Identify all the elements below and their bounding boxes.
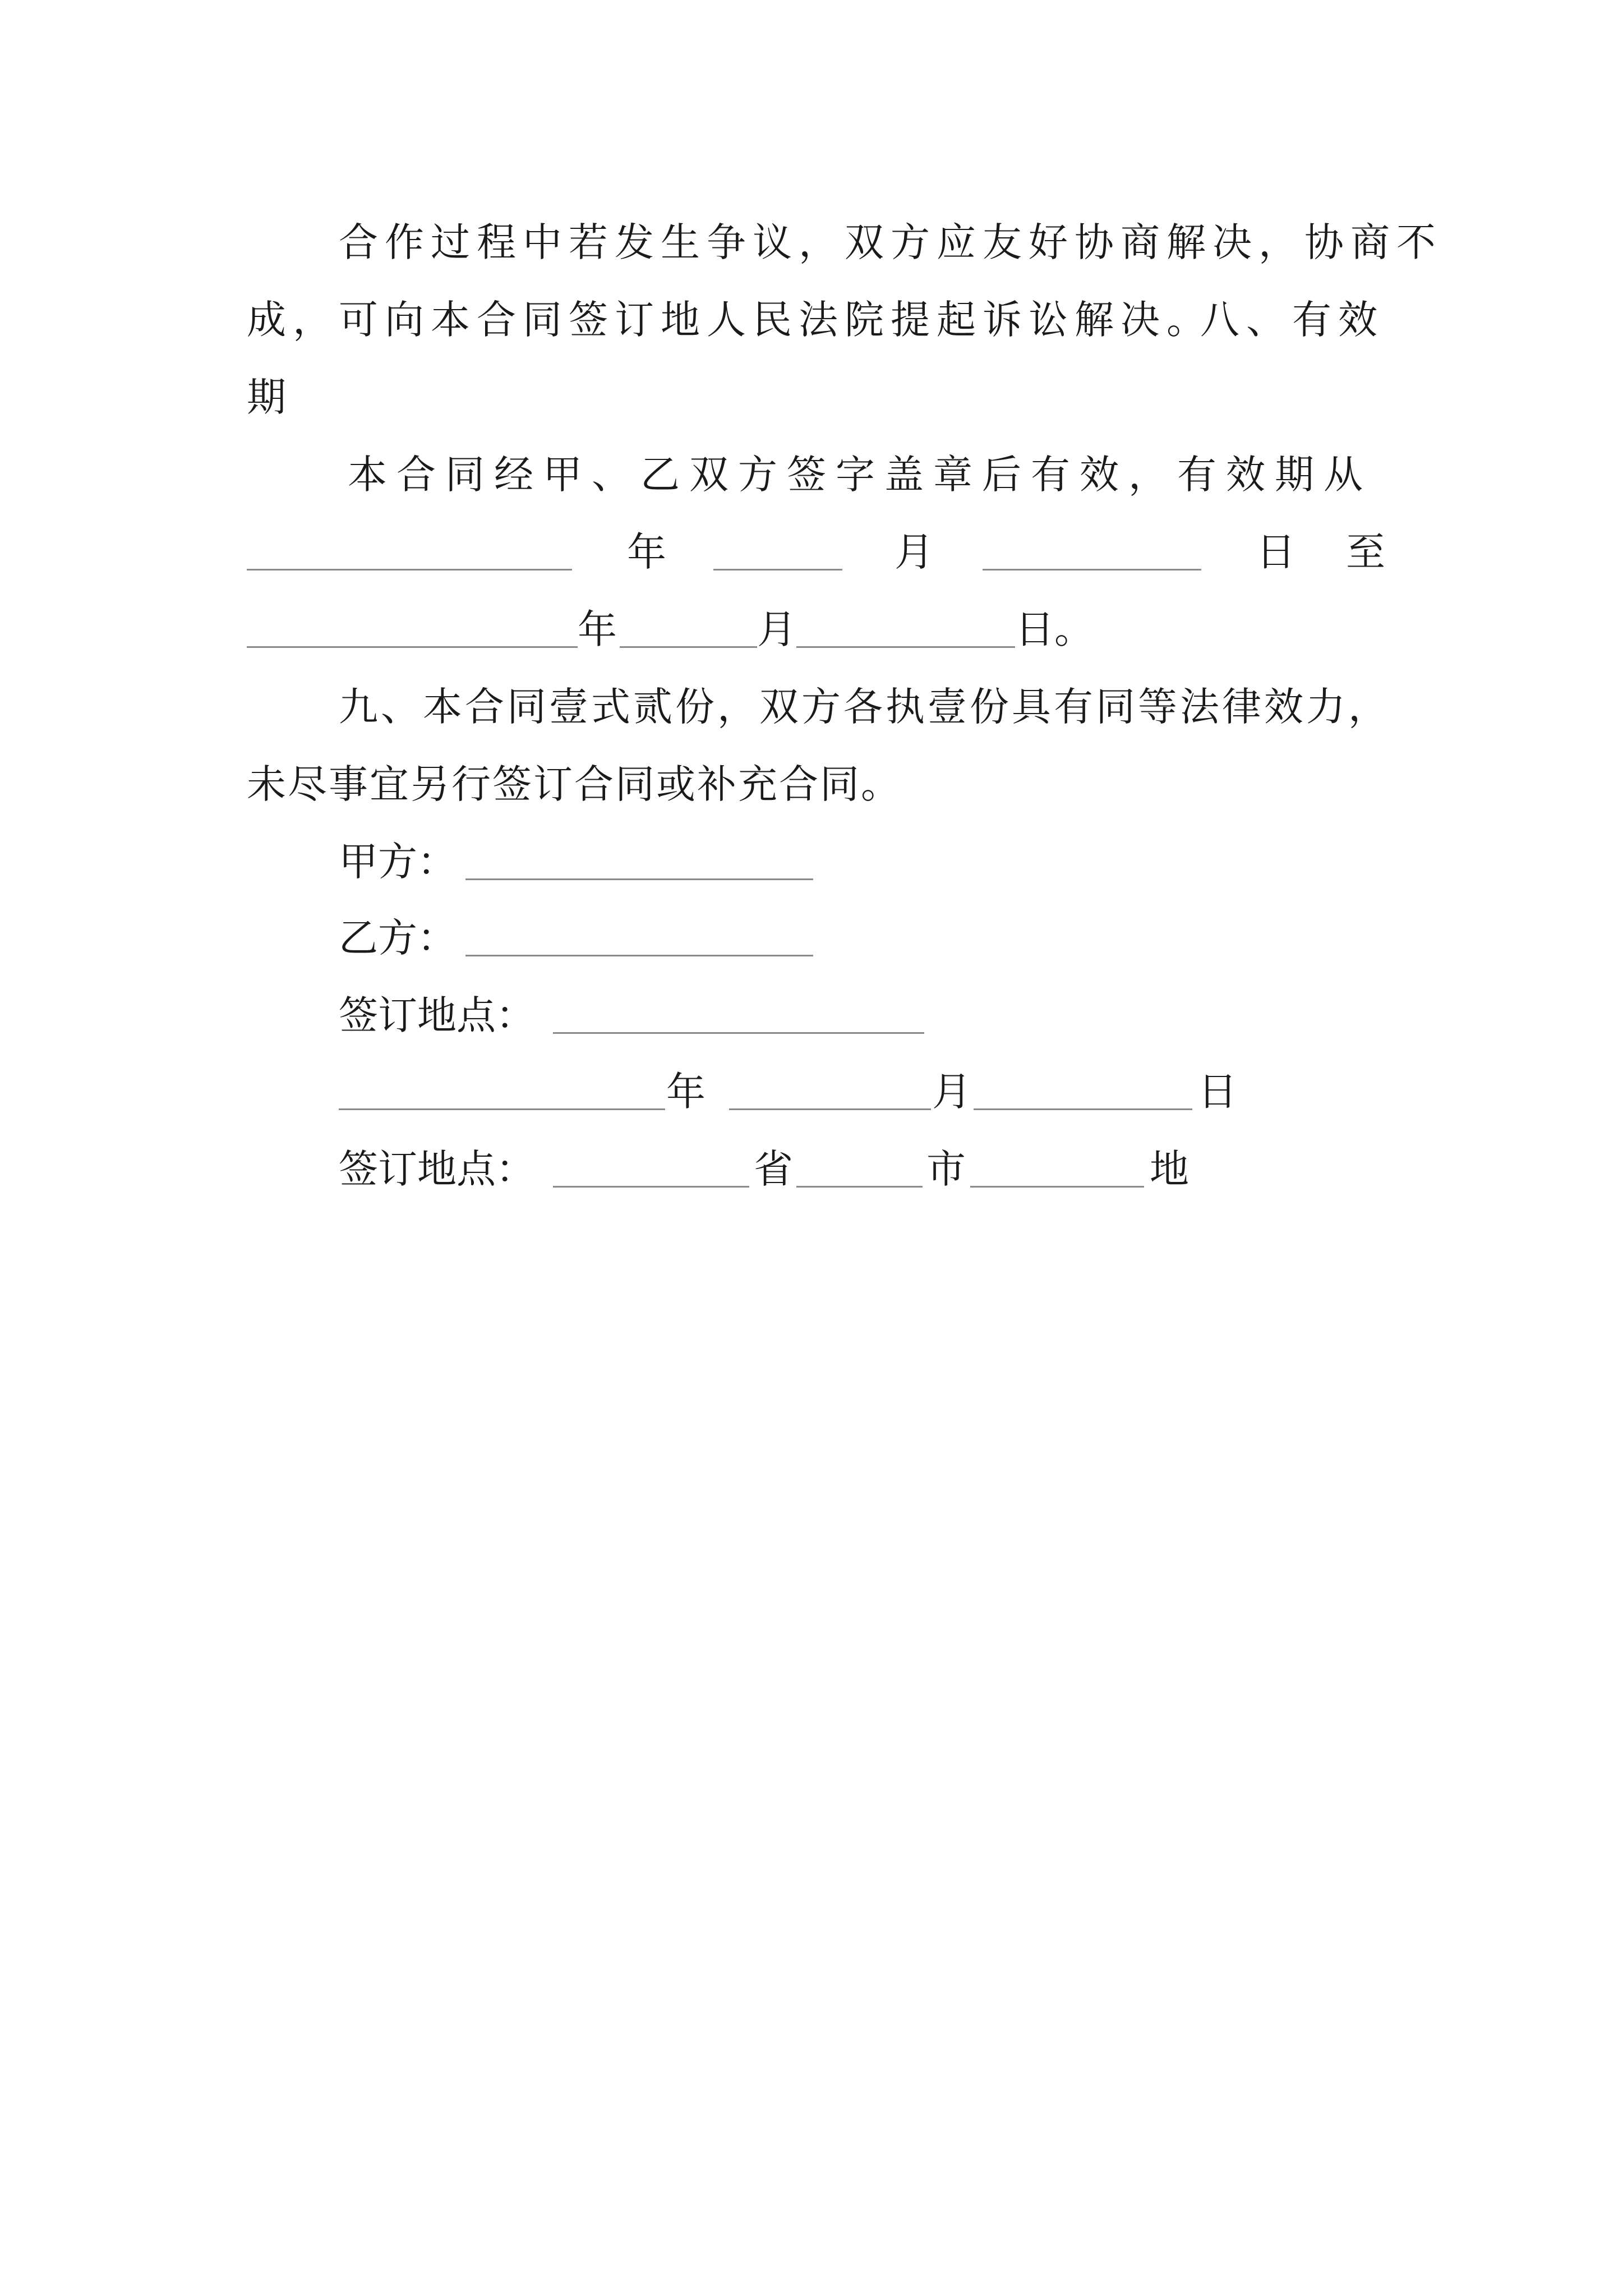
signing-month-field[interactable] <box>729 1108 931 1110</box>
city-label: 市 <box>926 1146 966 1192</box>
blank-end-year[interactable] <box>247 646 578 648</box>
end-year-label: 年 <box>578 606 617 652</box>
to-label: 至 <box>1346 529 1385 575</box>
party-a-field[interactable] <box>465 878 813 880</box>
party-b-label: 乙方： <box>339 915 457 961</box>
signing-location-row <box>0 1135 1623 1203</box>
signing-month-label: 月 <box>932 1069 971 1115</box>
signing-place-field[interactable] <box>553 1032 924 1034</box>
signing-day-label: 日 <box>1198 1069 1237 1115</box>
validity-date-to <box>0 596 1623 663</box>
month-label: 月 <box>895 529 934 575</box>
blank-start-day[interactable] <box>983 569 1201 570</box>
section-8-heading: 八、有效 <box>1200 297 1384 343</box>
blank-start-year[interactable] <box>247 569 572 570</box>
city-field[interactable] <box>796 1186 923 1188</box>
signing-year-field[interactable] <box>339 1108 665 1110</box>
signing-date-row <box>0 1058 1623 1125</box>
blank-start-month[interactable] <box>713 569 842 570</box>
dispute-clause-text-1: 合作过程中若发生争议，双方应友好协商解决，协商不 <box>339 219 1442 265</box>
district-label: 地 <box>1150 1146 1189 1192</box>
party-b-row <box>0 904 1623 972</box>
clause-9-line-1 <box>0 673 1623 740</box>
day-label: 日 <box>1256 529 1295 575</box>
section-8-heading-cont <box>0 364 1623 431</box>
party-a-label: 甲方： <box>339 839 457 885</box>
validity-date-from <box>0 518 1623 586</box>
clause-9-text-1: 九、本合同壹式贰份，双方各执壹份具有同等法律效力， <box>339 684 1390 730</box>
signing-place-row <box>0 982 1623 1049</box>
dispute-clause-text-2: 成，可向本合同签订地人民法院提起诉讼解决。 <box>247 297 1212 343</box>
clause-9-text-2: 未尽事宜另行签订合同或补充合同。 <box>247 761 902 807</box>
dispute-clause-line-1 <box>0 209 1623 276</box>
end-month-label: 月 <box>757 606 796 652</box>
validity-clause-line-1 <box>0 441 1623 508</box>
province-label: 省 <box>754 1146 793 1192</box>
province-field[interactable] <box>553 1186 749 1188</box>
party-a-row <box>0 828 1623 895</box>
year-label: 年 <box>627 529 666 575</box>
blank-end-month[interactable] <box>620 646 757 648</box>
end-day-label: 日。 <box>1015 606 1094 652</box>
signing-day-field[interactable] <box>974 1108 1192 1110</box>
party-b-field[interactable] <box>465 955 813 956</box>
signing-year-label: 年 <box>666 1069 706 1115</box>
clause-9-line-2 <box>0 751 1623 818</box>
district-field[interactable] <box>970 1186 1144 1188</box>
validity-clause-text: 本合同经甲、乙双方签字盖章后有效，有效期从 <box>348 452 1372 498</box>
section-8-heading-tail: 期 <box>247 374 286 420</box>
signing-location-label: 签订地点： <box>339 1146 535 1192</box>
signing-place-label: 签订地点： <box>339 992 535 1038</box>
dispute-clause-line-2 <box>0 286 1623 353</box>
blank-end-day[interactable] <box>796 646 1015 648</box>
